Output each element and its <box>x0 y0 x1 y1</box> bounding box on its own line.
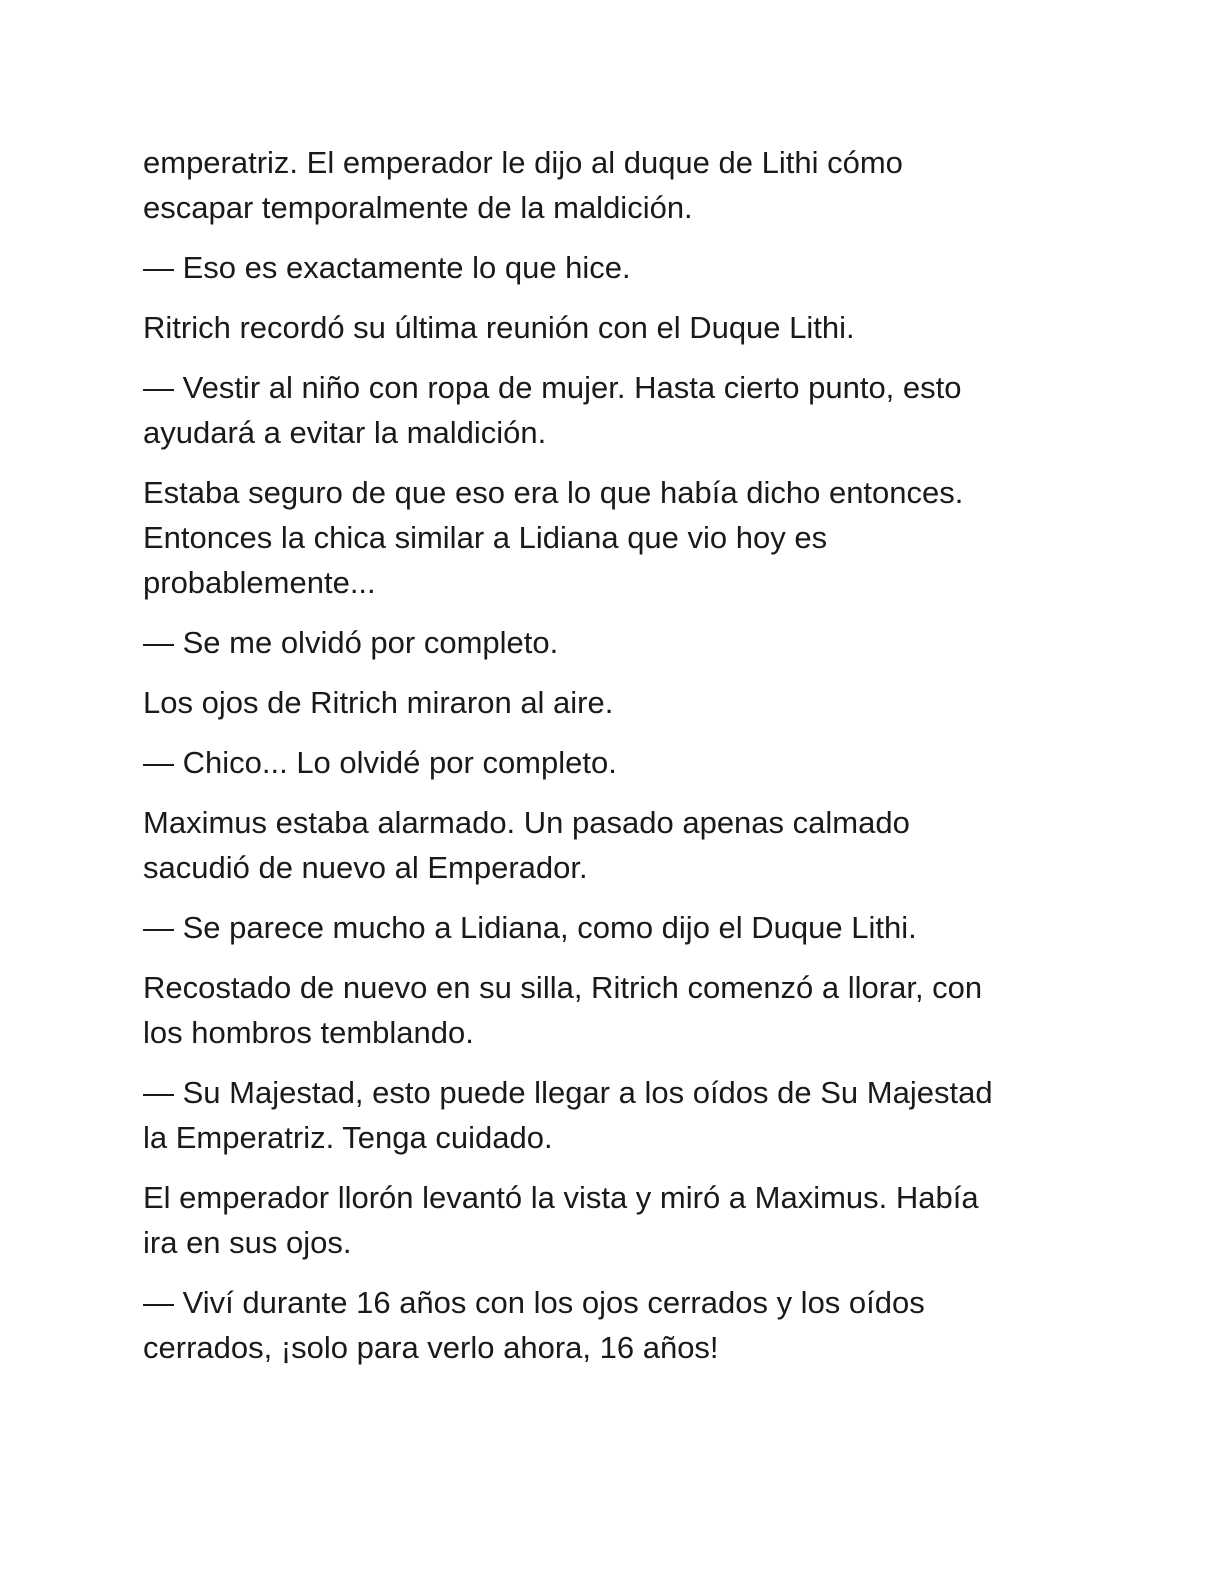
paragraph <box>143 800 1083 890</box>
text-line: — Se me olvidó por completo. <box>143 625 559 660</box>
text-line: Maximus estaba alarmado. Un pasado apenas calmado <box>143 805 910 840</box>
paragraph <box>143 305 1083 350</box>
paragraph <box>143 1280 1083 1370</box>
text-line: — Vestir al niño con ropa de mujer. Hasta cierto punto, esto <box>143 370 962 405</box>
text-line: — Chico... Lo olvidé por completo. <box>143 745 617 780</box>
text-line: Los ojos de Ritrich miraron al aire. <box>143 685 614 720</box>
paragraph <box>143 1175 1083 1265</box>
text-line: emperatriz. El emperador le dijo al duque de Lithi cómo <box>143 145 903 180</box>
text-line: Recostado de nuevo en su silla, Ritrich comenzó a llorar, con <box>143 970 983 1005</box>
paragraph <box>143 1070 1083 1160</box>
paragraph <box>143 905 1083 950</box>
paragraph <box>143 470 1083 605</box>
text-line: probablemente... <box>143 565 376 600</box>
text-line: El emperador llorón levantó la vista y miró a Maximus. Había <box>143 1180 979 1215</box>
document-page <box>143 140 1083 1385</box>
text-line: — Su Majestad, esto puede llegar a los oídos de Su Majestad <box>143 1075 993 1110</box>
paragraph <box>143 140 1083 230</box>
text-line: escapar temporalmente de la maldición. <box>143 190 693 225</box>
text-line: los hombros temblando. <box>143 1015 474 1050</box>
text-line: — Se parece mucho a Lidiana, como dijo el Duque Lithi. <box>143 910 917 945</box>
text-line: sacudió de nuevo al Emperador. <box>143 850 588 885</box>
paragraph <box>143 965 1083 1055</box>
text-line: Ritrich recordó su última reunión con el Duque Lithi. <box>143 310 855 345</box>
text-line: Entonces la chica similar a Lidiana que vio hoy es <box>143 520 828 555</box>
paragraph <box>143 365 1083 455</box>
paragraph <box>143 245 1083 290</box>
text-line: — Eso es exactamente lo que hice. <box>143 250 631 285</box>
paragraph <box>143 620 1083 665</box>
text-line: ayudará a evitar la maldición. <box>143 415 547 450</box>
text-line: Estaba seguro de que eso era lo que había dicho entonces. <box>143 475 964 510</box>
paragraph <box>143 740 1083 785</box>
paragraph <box>143 680 1083 725</box>
text-line: — Viví durante 16 años con los ojos cerrados y los oídos <box>143 1285 925 1320</box>
text-line: la Emperatriz. Tenga cuidado. <box>143 1120 553 1155</box>
text-line: cerrados, ¡solo para verlo ahora, 16 años! <box>143 1330 719 1365</box>
text-line: ira en sus ojos. <box>143 1225 352 1260</box>
